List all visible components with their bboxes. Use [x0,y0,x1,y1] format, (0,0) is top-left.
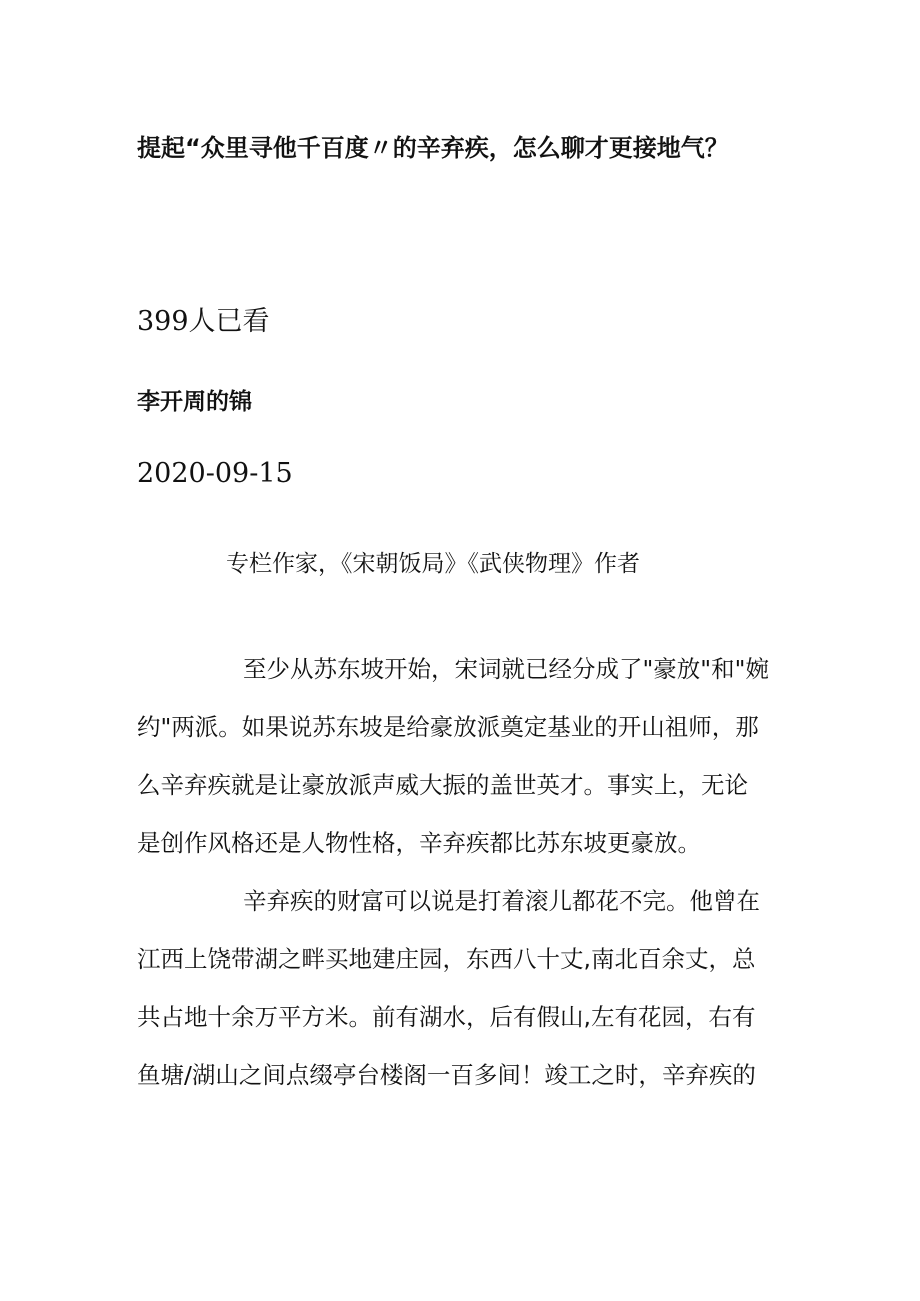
article-body [137,640,787,1104]
body-line: 约"两派。如果说苏东坡是给豪放派奠定基业的开山祖师，那 [137,713,759,741]
author-bio: 专栏作家，《宋朝饭局》《武侠物理》作者 [226,551,640,577]
author-name: 李开周的锦 [137,389,252,415]
view-count: 399人已看 [137,306,270,337]
body-line: 江西上饶带湖之畔买地建庄园，东西八十丈,南北百余丈，总 [137,945,756,973]
body-line: 辛弃疾的财富可以说是打着滚儿都花不完。他曾在 [243,887,760,915]
article-title: 提起“众里寻他千百度〃的辛弃疾，怎么聊才更接地气？ [137,134,729,162]
body-line: 鱼塘/湖山之间点缀亭台楼阁一百多间！竣工之时，辛弃疾的 [137,1061,756,1089]
body-line: 是创作风格还是人物性格，辛弃疾都比苏东坡更豪放。 [137,829,701,857]
body-line: 共占地十余万平方米。前有湖水，后有假山,左有花园，右有 [137,1003,756,1031]
publish-date: 2020-09-15 [137,458,293,489]
body-line: 至少从苏东坡开始，宋词就已经分成了"豪放"和"婉 [243,655,769,683]
body-line: 么辛弃疾就是让豪放派声威大振的盖世英才。事实上，无论 [137,771,748,799]
